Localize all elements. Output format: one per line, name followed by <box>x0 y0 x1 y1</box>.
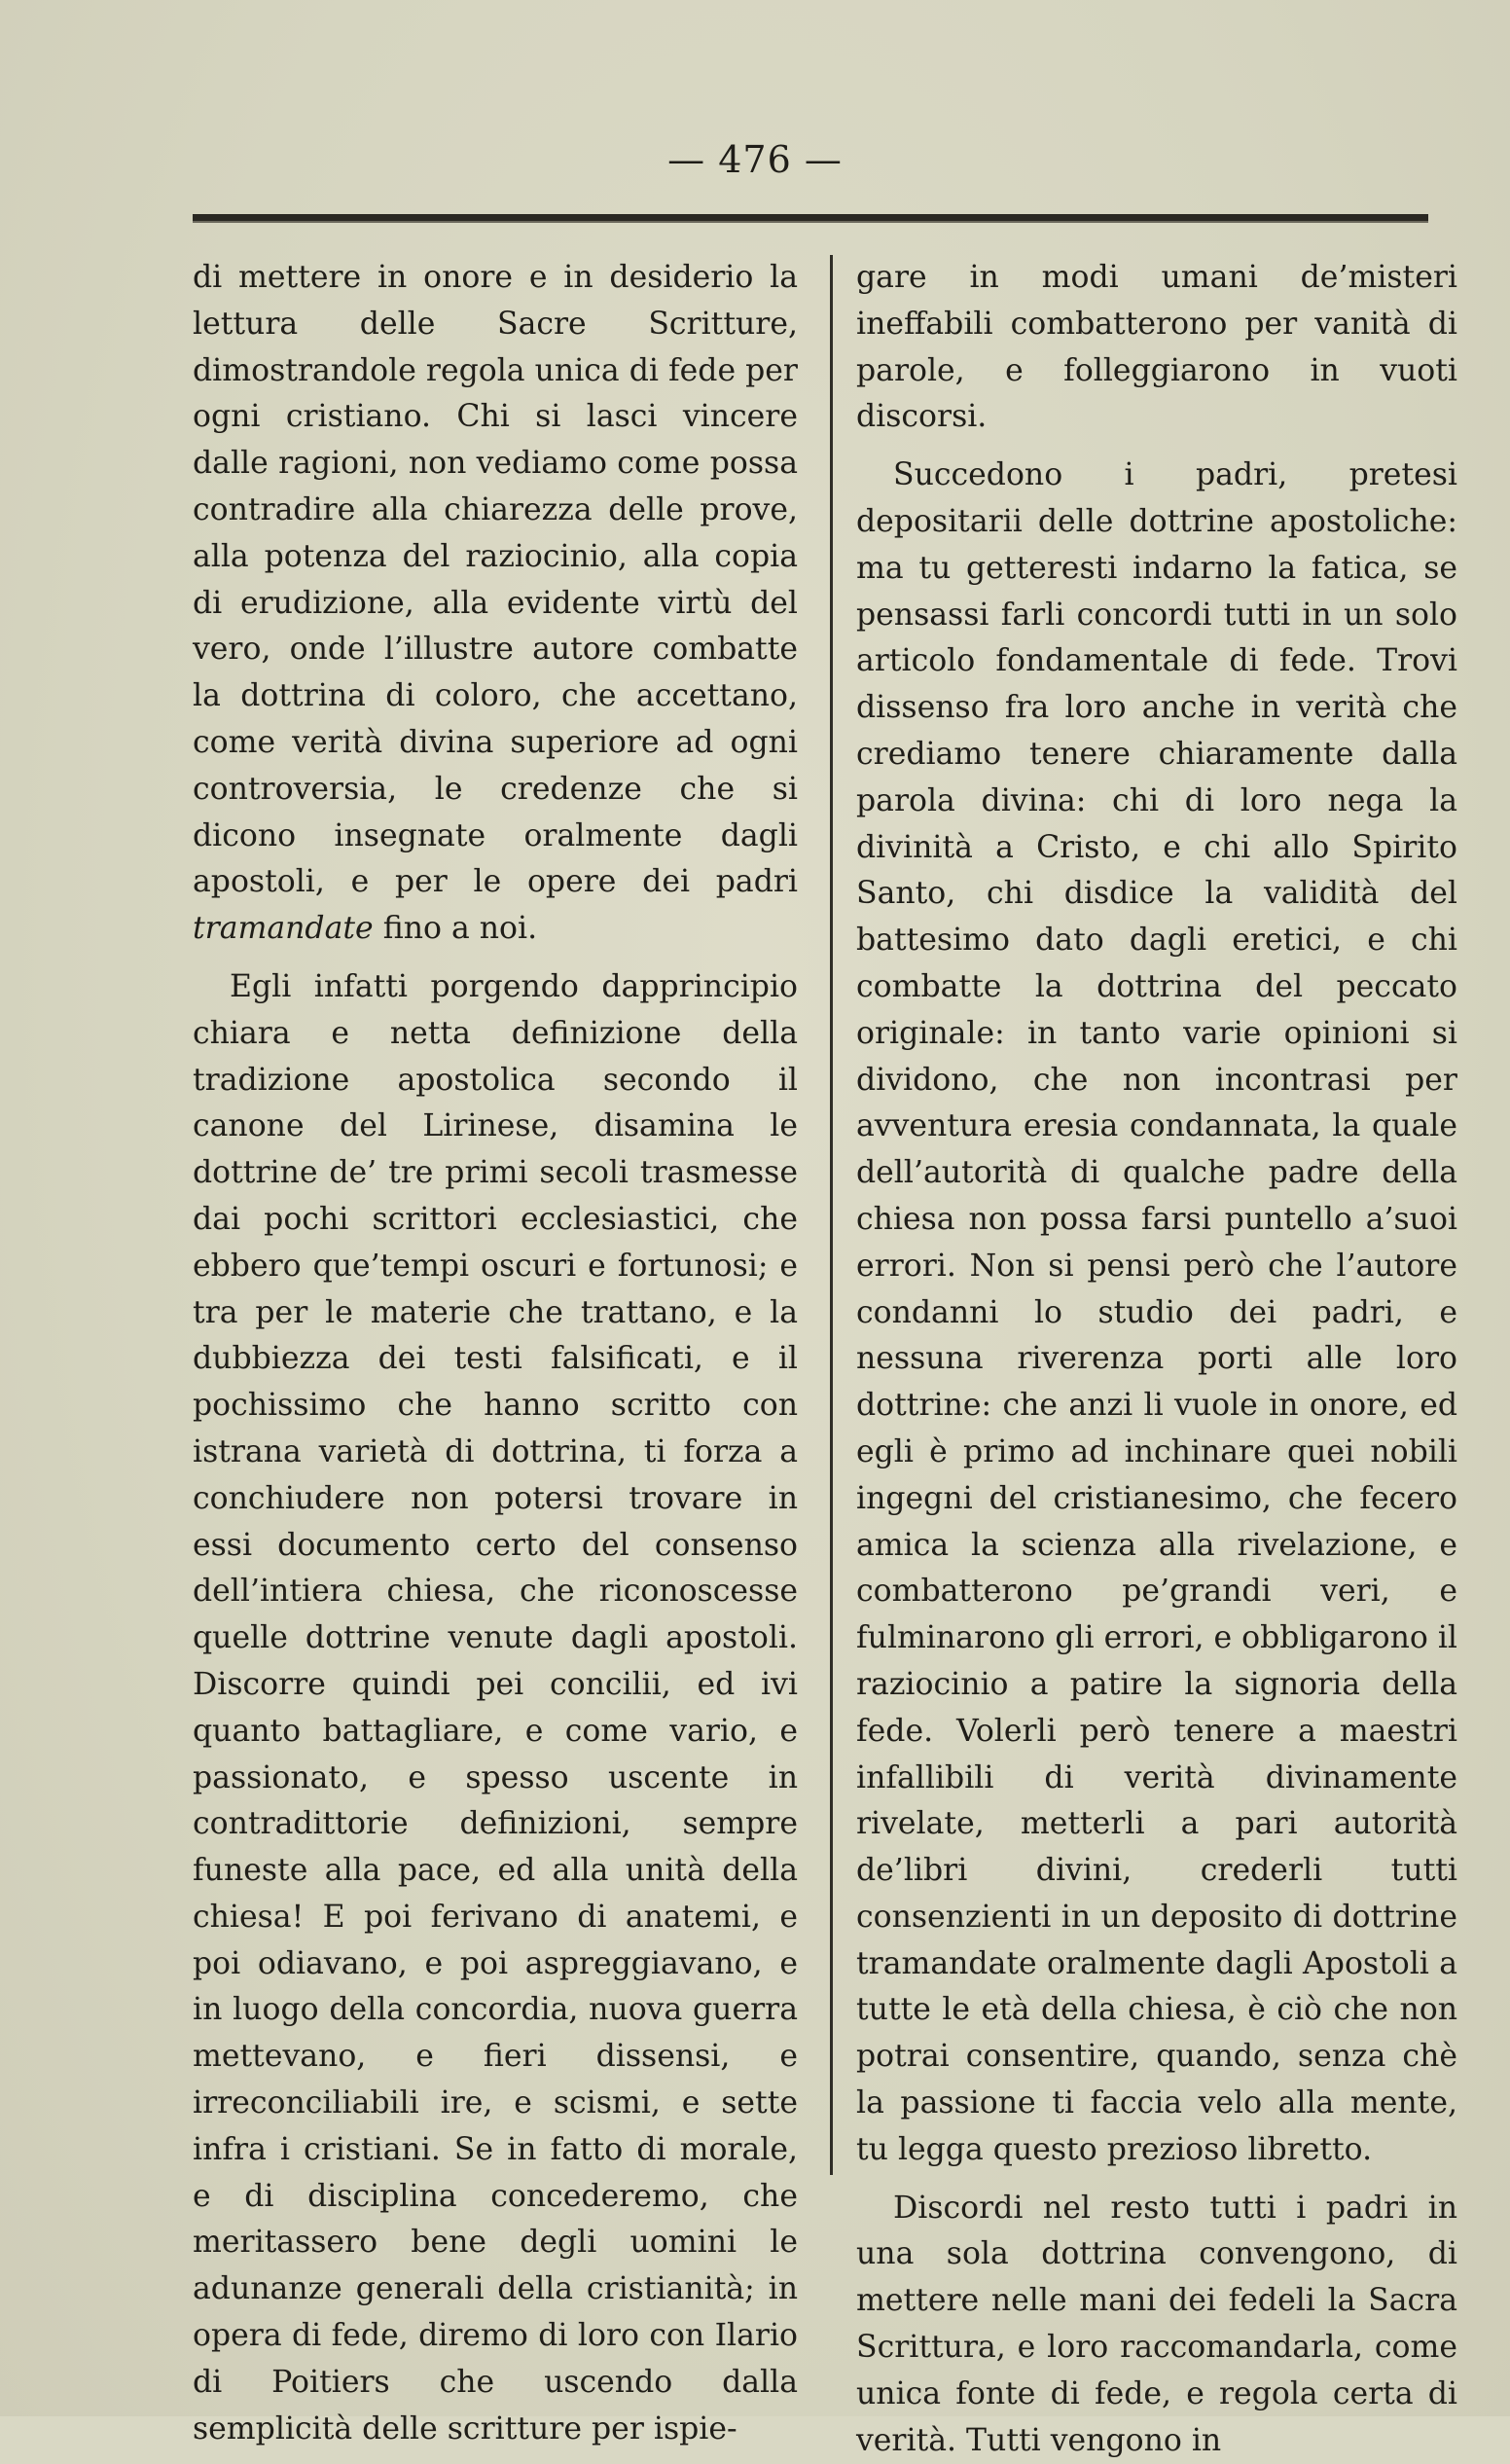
left-paragraph-1-end: fino a noi. <box>382 911 538 947</box>
header-rule <box>193 214 1428 223</box>
right-paragraph-1: gare in modi umani de’misteri ineffabili combatterono per vanità di parole, e folleggiarono in vuoti discorsi. <box>856 260 1457 435</box>
left-paragraph-1-text: di mettere in onore e in desiderio la lettura delle Sacre Scritture, dimostrandole regola unica di fede per ogni cristiano. Chi si lasci vincere dalle ragioni, non vediamo come possa contradire alla chiarezza delle prove, alla potenza del raziocinio, alla copia di erudizione, alla evidente virtù del vero, onde l’illustre autore combatte la dottrina di coloro, che accettano, come verità divina superiore ad ogni controversia, le credenze che si dicono insegnate oralmente dagli apostoli, e per le opere dei padri <box>193 260 798 900</box>
column-divider <box>830 255 833 2175</box>
left-paragraph-1 <box>193 255 798 953</box>
left-paragraph-2: Egli infatti porgendo dapprincipio chiara e netta definizione della tradizione apostolica secondo il canone del Lirinese, disamina le dottrine de’ tre primi secoli trasmesse dai pochi scrittori ecclesiastici, che ebbero que’tempi oscuri e fortunosi; e tra per le materie che trattano, e la dubbiezza dei testi falsificati, e il pochissimo che hanno scritto con istrana varietà di dottrina, ti forza a conchiudere non potersi trovare in essi documento certo del consenso dell’intiera chiesa, che riconoscesse quelle dottrine venute dagli apostoli. Discorre quindi pei concilii, ed ivi quanto battagliare, e come vario, e passionato, e spesso uscente in contradittorie definizioni, sempre funeste alla pace, ed alla unità della chiesa! E poi ferivano di anatemi, e poi odiavano, e poi aspreggiavano, e in luogo della concordia, nuova guerra mettevano, e fieri dissensi, e irreconciliabili ire, e scismi, e sette infra i cristiani. Se in fatto di morale, e di disciplina concederemo, che meritassero bene degli uomini le adunanze generali della cristianità; in opera di fede, diremo di loro con Ilario di Poitiers che uscendo dalla semplicità delle scritture per ispie- <box>193 968 798 2446</box>
right-column <box>856 255 1457 2464</box>
page-number: — 476 — <box>667 138 843 181</box>
right-paragraph-3: Discordi nel resto tutti i padri in una sola dottrina convengono, di mettere nelle mani dei fedeli la Sacra Scrittura, e loro raccomandarla, come unica fonte di fede, e regola certa di verità. Tutti vengono in <box>856 2190 1457 2458</box>
right-paragraph-2: Succedono i padri, pretesi depositarii delle dottrine apostoliche: ma tu getteresti indarno la fatica, se pensassi farli concordi tutti in un solo articolo fondamentale di fede. Trovi dissenso fra loro anche in verità che crediamo tenere chiaramente dalla parola divina: chi di loro nega la divinità a Cristo, e chi allo Spirito Santo, chi disdice la validità del battesimo dato dagli eretici, e chi combatte la dottrina del peccato originale: in tanto varie opinioni si dividono, che non incontrasi per avventura eresia condannata, la quale dell’autorità di qualche padre della chiesa non possa farsi puntello a’suoi errori. Non si pensi però che l’autore condanni lo studio dei padri, e nessuna riverenza porti alle loro dottrine: che anzi li vuole in onore, ed egli è primo ad inchinare quei nobili ingegni del cristianesimo, che fecero amica la scienza alla rivelazione, e combatterono pe’grandi veri, e fulminarono gli errori, e obbligarono il raziocinio a patire la signoria della fede. Volerli però tenere a maestri infallibili di verità divinamente rivelate, metterli a pari autorità de’libri divini, crederli tutti consenzienti in un deposito di dottrine tramandate oralmente dagli Apostoli a tutte le età della chiesa, è ciò che non potrai consentire, quando, senza chè la passione ti faccia velo alla mente, tu legga questo prezioso libretto. <box>856 457 1458 2167</box>
italic-word: tramandate <box>193 911 374 947</box>
left-column <box>193 255 798 2452</box>
